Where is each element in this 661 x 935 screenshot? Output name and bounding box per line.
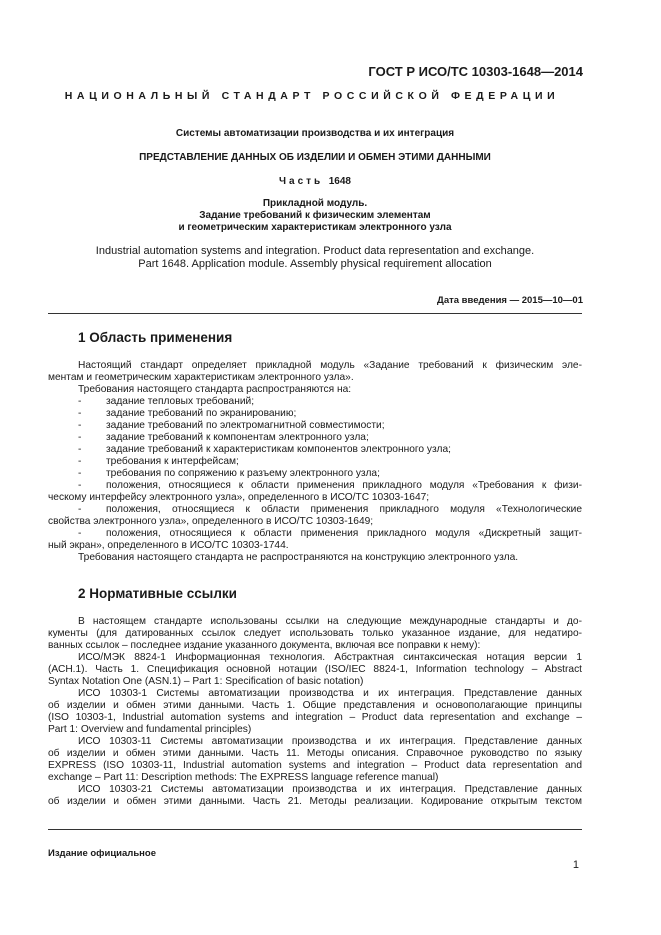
list-item: задание требований к характеристикам компонентов электронного узла; [106,444,451,455]
part-label: Часть [278,176,324,187]
effective-date: Дата введения — 2015—10—01 [437,295,583,306]
list-item: требования к интерфейсам; [106,456,239,467]
title-sub-line-2: Задание требований к физическим элементам [199,210,431,221]
s2-intro-line-1: В настоящем стандарте использованы ссылки на следующие международные стандарты и до- [78,616,582,627]
s1-paragraph-2: Требования настоящего стандарта распространяются на: [78,384,352,395]
reference-2-line-4: Part 1: Overview and fundamental principles) [48,724,252,735]
reference-2-line-3: (ISO 10303-1, Industrial automation systems and integration – Product data representation and exchange – [48,712,582,723]
list-dash: - [78,480,82,491]
header-divider [48,313,582,314]
list-item-9-line-2: свойства электронного узла», определенного в ИСО/ТС 10303-1649; [48,516,374,527]
list-dash: - [78,396,82,407]
title-part [48,176,582,187]
reference-4-line-1: ИСО 10303-21 Системы автоматизации производства и их интеграция. Представление данных [78,784,582,795]
reference-1-line-3: Syntax Notation One (ASN.1) – Part 1: Specification of basic notation) [48,676,364,687]
section-1-heading: 1 Область применения [78,330,233,345]
list-dash: - [78,420,82,431]
list-item-8-line-1: положения, относящиеся к области применения прикладного модуля «Требования к физи- [106,480,582,491]
list-dash: - [78,528,82,539]
reference-1-line-1: ИСО/МЭК 8824-1 Информационная технология. Абстрактная синтаксическая нотация версии 1 [78,652,582,663]
title-sub-line-1: Прикладной модуль. [262,198,368,209]
s1-paragraph-1-line-2: ментам и геометрическим характеристикам электронного узла». [48,372,354,383]
title-series: Системы автоматизации производства и их интеграция [175,128,455,139]
list-dash: - [78,432,82,443]
reference-3-line-3: EXPRESS (ISO 10303-11, Industrial automation systems and integration – Product data representation and [48,760,582,771]
title-main: ПРЕДСТАВЛЕНИЕ ДАННЫХ ОБ ИЗДЕЛИИ И ОБМЕН ЭТИМИ ДАННЫМИ [139,152,491,163]
reference-3-line-2: об изделии и обмен этими данными. Часть 11. Методы описания. Справочное руководство по языку [48,748,582,759]
reference-4-line-2: об изделии и обмен этими данными. Часть 21. Методы реализации. Кодирование открытым текстом [48,796,582,807]
list-dash: - [78,456,82,467]
list-item-9-line-1: положения, относящиеся к области применения прикладного модуля «Технологические [106,504,582,515]
list-item-8-line-2: ческому интерфейсу электронного узла», определенного в ИСО/ТС 10303-1647; [48,492,430,503]
title-sub-line-3: и геометрическим характеристикам электронного узла [178,222,452,233]
english-title-line-2: Part 1648. Application module. Assembly physical requirement allocation [138,258,492,270]
reference-1-line-2: (АСН.1). Часть 1. Спецификация основной нотации (ISO/IEC 8824-1, Information technology – Abstract [48,664,582,675]
list-item: задание требований к компонентам электронного узла; [106,432,369,443]
list-dash: - [78,444,82,455]
footer-divider [48,829,582,830]
section-2-heading: 2 Нормативные ссылки [78,586,237,601]
list-dash: - [78,408,82,419]
english-title-line-1: Industrial automation systems and integration. Product data representation and exchange. [95,245,535,257]
reference-3-line-4: exchange – Part 11: Description methods: The EXPRESS language reference manual) [48,772,439,783]
s2-intro-line-3: ванных ссылок – последнее издание указанного документа, включая все поправки к нему): [48,640,481,651]
list-item-10-line-2: ный экран», определенного в ИСО/ТС 10303-1744. [48,540,289,551]
reference-3-line-1: ИСО 10303-11 Системы автоматизации производства и их интеграция. Представление данных [78,736,582,747]
list-item: задание требований по экранированию; [106,408,297,419]
s1-paragraph-3: Требования настоящего стандарта не распространяются на конструкцию электронного узла. [78,552,519,563]
reference-2-line-1: ИСО 10303-1 Системы автоматизации производства и их интеграция. Представление данных [78,688,582,699]
list-item-10-line-1: положения, относящиеся к области применения прикладного модуля «Дискретный защит- [106,528,582,539]
national-standard-banner: НАЦИОНАЛЬНЫЙ СТАНДАРТ РОССИЙСКОЙ ФЕДЕРАЦИИ [64,90,560,102]
list-item: задание требований по электромагнитной совместимости; [106,420,385,431]
s1-paragraph-1-line-1: Настоящий стандарт определяет прикладной модуль «Задание требований к физическим эле- [78,360,582,371]
list-dash: - [78,468,82,479]
reference-2-line-2: об изделии и обмен этими данными. Часть 1. Общие представления и основополагающие принципы [48,700,582,711]
official-edition-label: Издание официальное [48,848,156,859]
part-number: 1648 [328,176,351,187]
standard-designation: ГОСТ Р ИСО/ТС 10303-1648—2014 [368,64,583,79]
page-number: 1 [572,859,579,871]
list-item: задание тепловых требований; [106,396,255,407]
s2-intro-line-2: кументы (для датированных ссылок следует использовать только указанное издание, для недатиро- [48,628,582,639]
list-item: требования по сопряжению к разъему электронного узла; [106,468,380,479]
list-dash: - [78,504,82,515]
